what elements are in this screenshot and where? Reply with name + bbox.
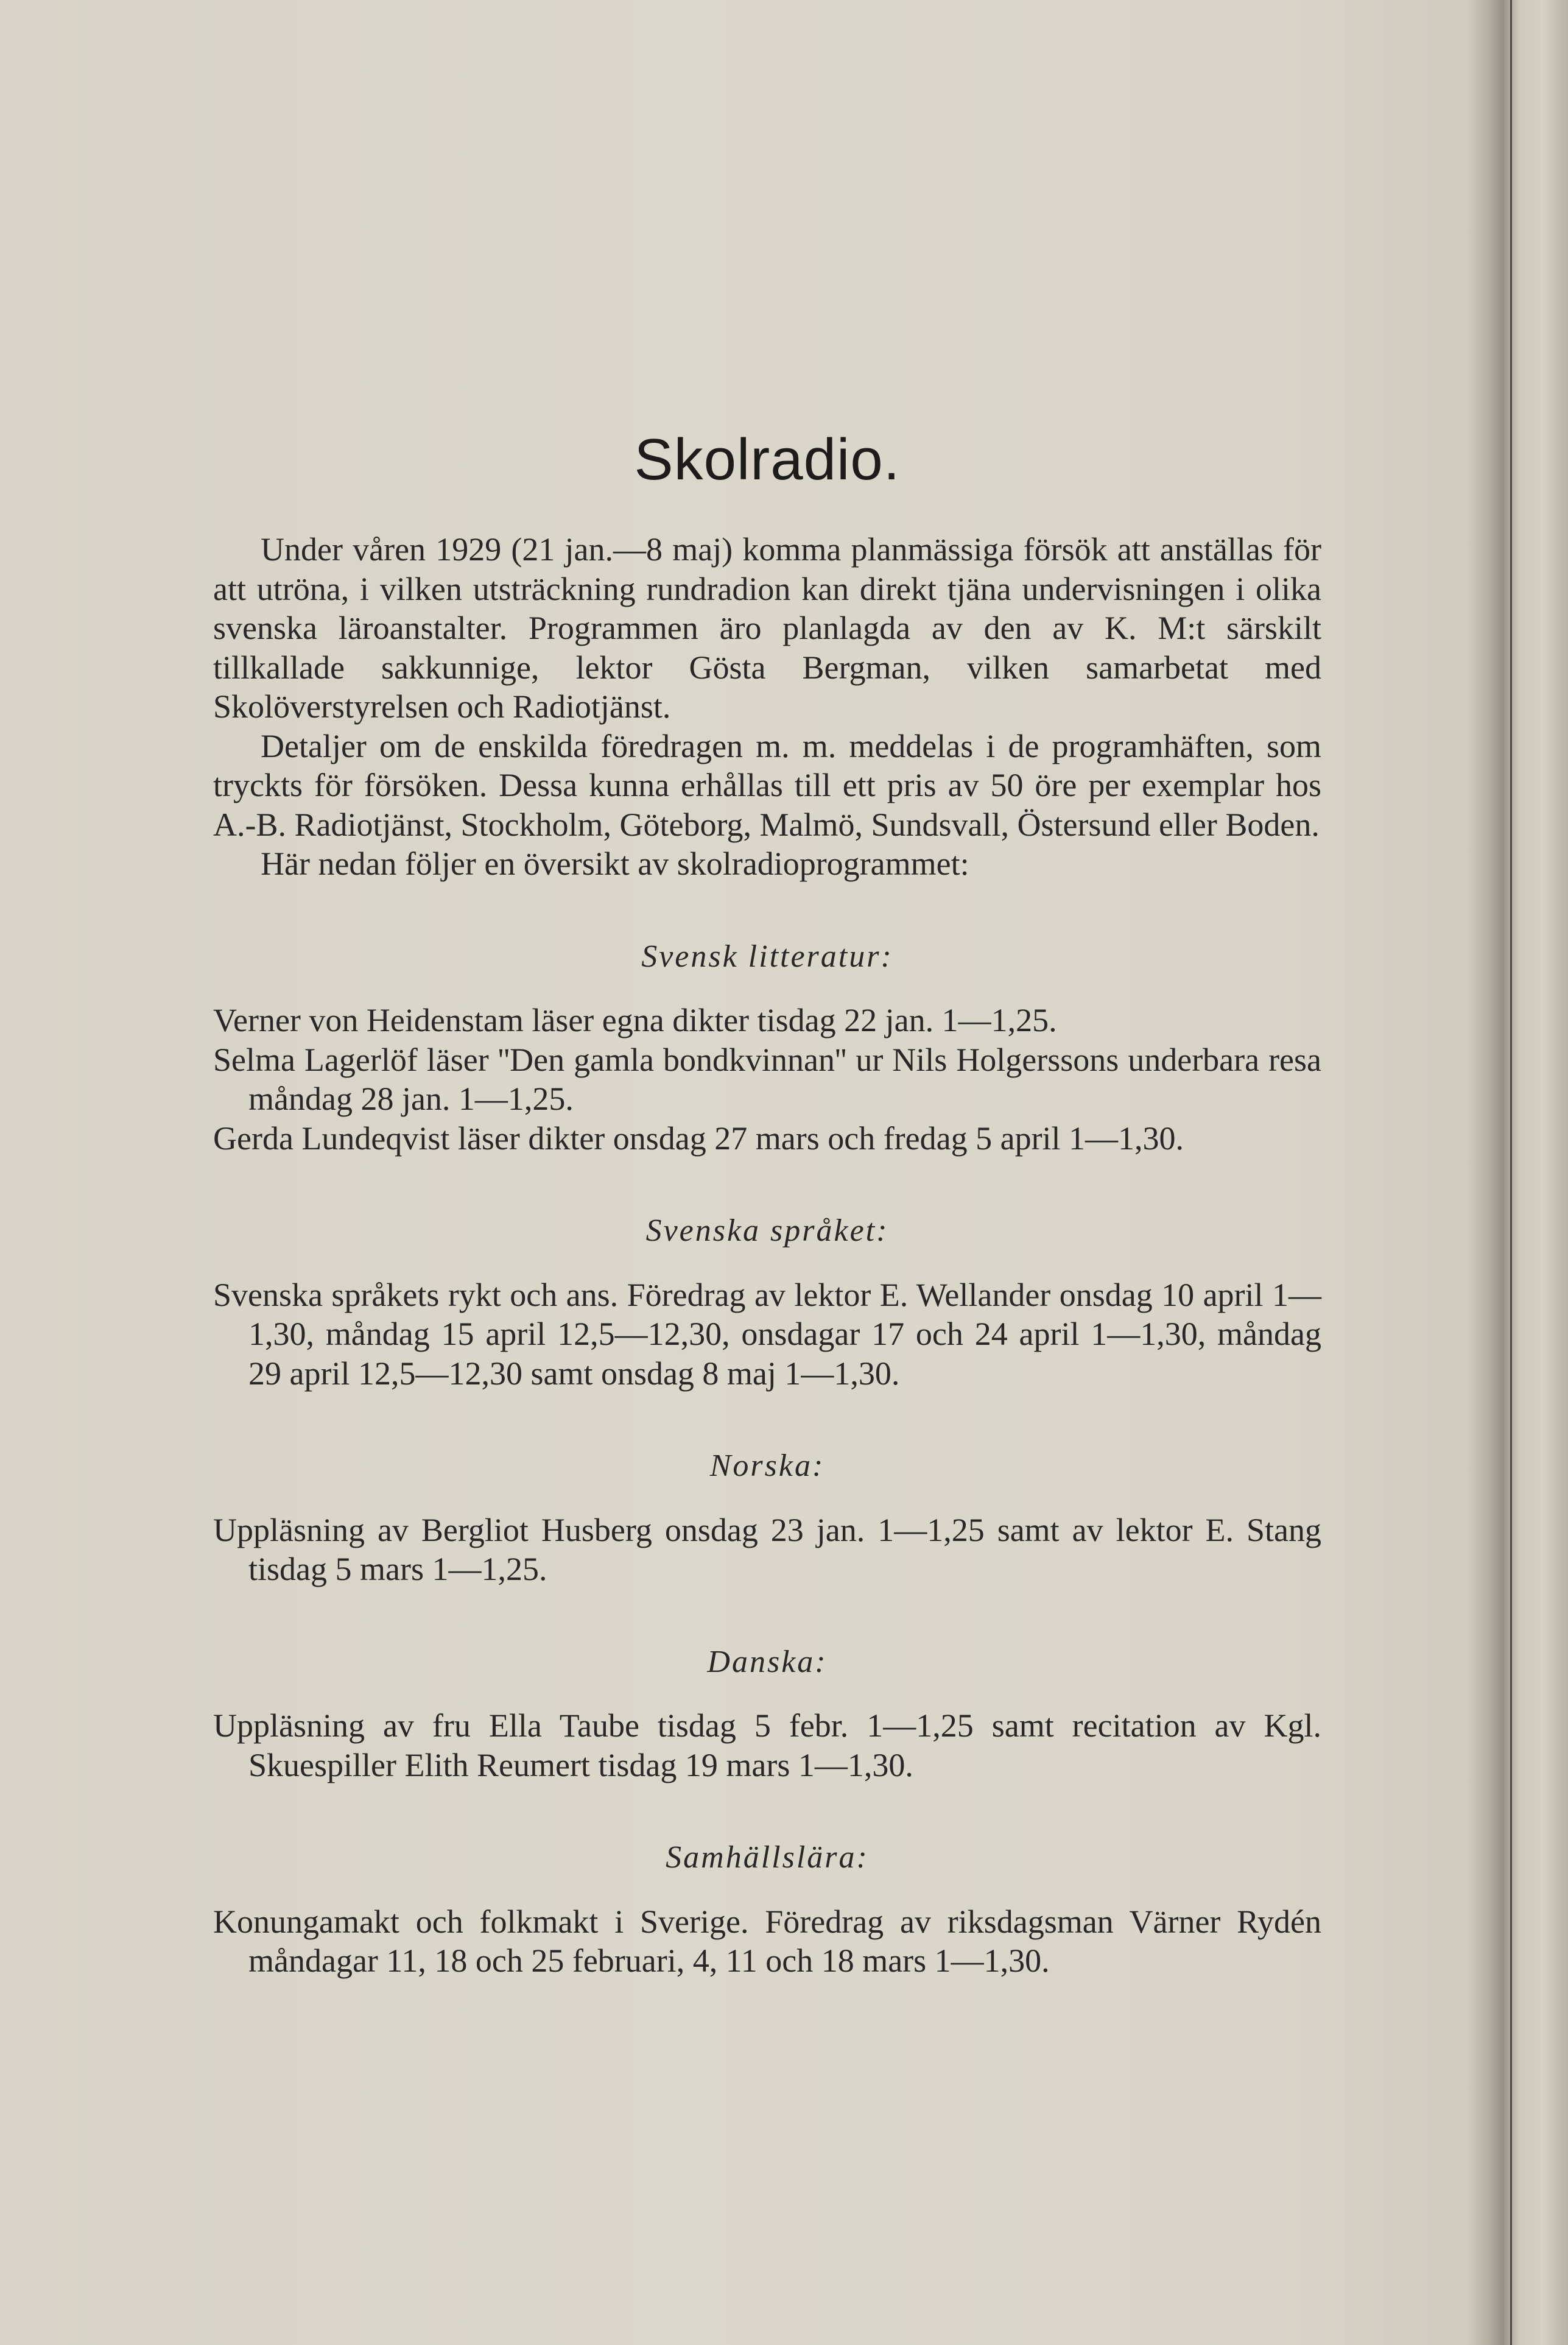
- page-fold-shadow: [1468, 0, 1504, 2345]
- details-paragraph: Detaljer om de enskilda föredragen m. m. meddelas i de programhäften, som tryckts för försöken. Dessa kunna erhållas till ett pris av 50 öre per exemplar hos A.-B. Radiotjänst, Stockholm, Göteborg, Malmö, Sundsvall, Östersund eller Boden.: [213, 727, 1321, 843]
- section-heading: Samhällslära:: [666, 1840, 869, 1875]
- section-heading: Svenska språket:: [645, 1213, 889, 1248]
- program-entry: Konungamakt och folkmakt i Sverige. Föredrag av riksdagsman Värner Rydén måndagar 11, 18 och 25 februari, 4, 11 och 18 mars 1—1,30.: [213, 1903, 1321, 1979]
- section-svenska-spraket: [213, 1211, 1321, 1393]
- binding-line: [1510, 0, 1512, 2345]
- next-page-edge: [1504, 0, 1568, 2345]
- program-entry: Uppläsning av fru Ella Taube tisdag 5 febr. 1—1,25 samt recitation av Kgl. Skuespiller Elith Reumert tisdag 19 mars 1—1,30.: [213, 1707, 1321, 1783]
- section-heading: Svensk litteratur:: [641, 939, 893, 974]
- program-entry: Selma Lagerlöf läser ''Den gamla bondkvinnan'' ur Nils Holgerssons underbara resa måndag 28 jan. 1—1,25.: [213, 1041, 1321, 1117]
- program-entry: Uppläsning av Bergliot Husberg onsdag 23 jan. 1—1,25 samt av lektor E. Stang tisdag 5 mars 1—1,25.: [213, 1511, 1321, 1587]
- body-text: [213, 530, 1321, 1981]
- section-heading: Norska:: [709, 1448, 825, 1483]
- section-heading: Danska:: [707, 1644, 828, 1679]
- section-svensk-litteratur: [213, 937, 1321, 1158]
- program-entry: Svenska språkets rykt och ans. Föredrag av lektor E. Wellander onsdag 10 april 1—1,30, måndag 15 april 12,5—12,30, onsdagar 17 och 24 april 1—1,30, måndag 29 april 12,5—12,30 samt onsdag 8 maj 1—1,30.: [213, 1276, 1321, 1392]
- section-norska: [213, 1447, 1321, 1589]
- program-entry: Gerda Lundeqvist läser dikter onsdag 27 mars och fredag 5 april 1—1,30.: [213, 1120, 1184, 1157]
- section-samhallslara: [213, 1838, 1321, 1981]
- program-entry: Verner von Heidenstam läser egna dikter tisdag 22 jan. 1—1,25.: [213, 1002, 1057, 1038]
- overview-paragraph: Här nedan följer en översikt av skolradioprogrammet:: [261, 845, 969, 882]
- section-danska: [213, 1643, 1321, 1785]
- intro-paragraph: Under våren 1929 (21 jan.—8 maj) komma planmässiga försök att anställas för att utröna, i vilken utsträckning rundradion kan direkt tjäna undervisningen i olika svenska läroanstalter. Programmen äro planlagda av den av K. M:t särskilt tillkallade sakkunnige, lektor Gösta Bergman, vilken samarbetat med Skolöverstyrelsen och Radiotjänst.: [213, 531, 1321, 725]
- page-title: Skolradio.: [634, 427, 901, 492]
